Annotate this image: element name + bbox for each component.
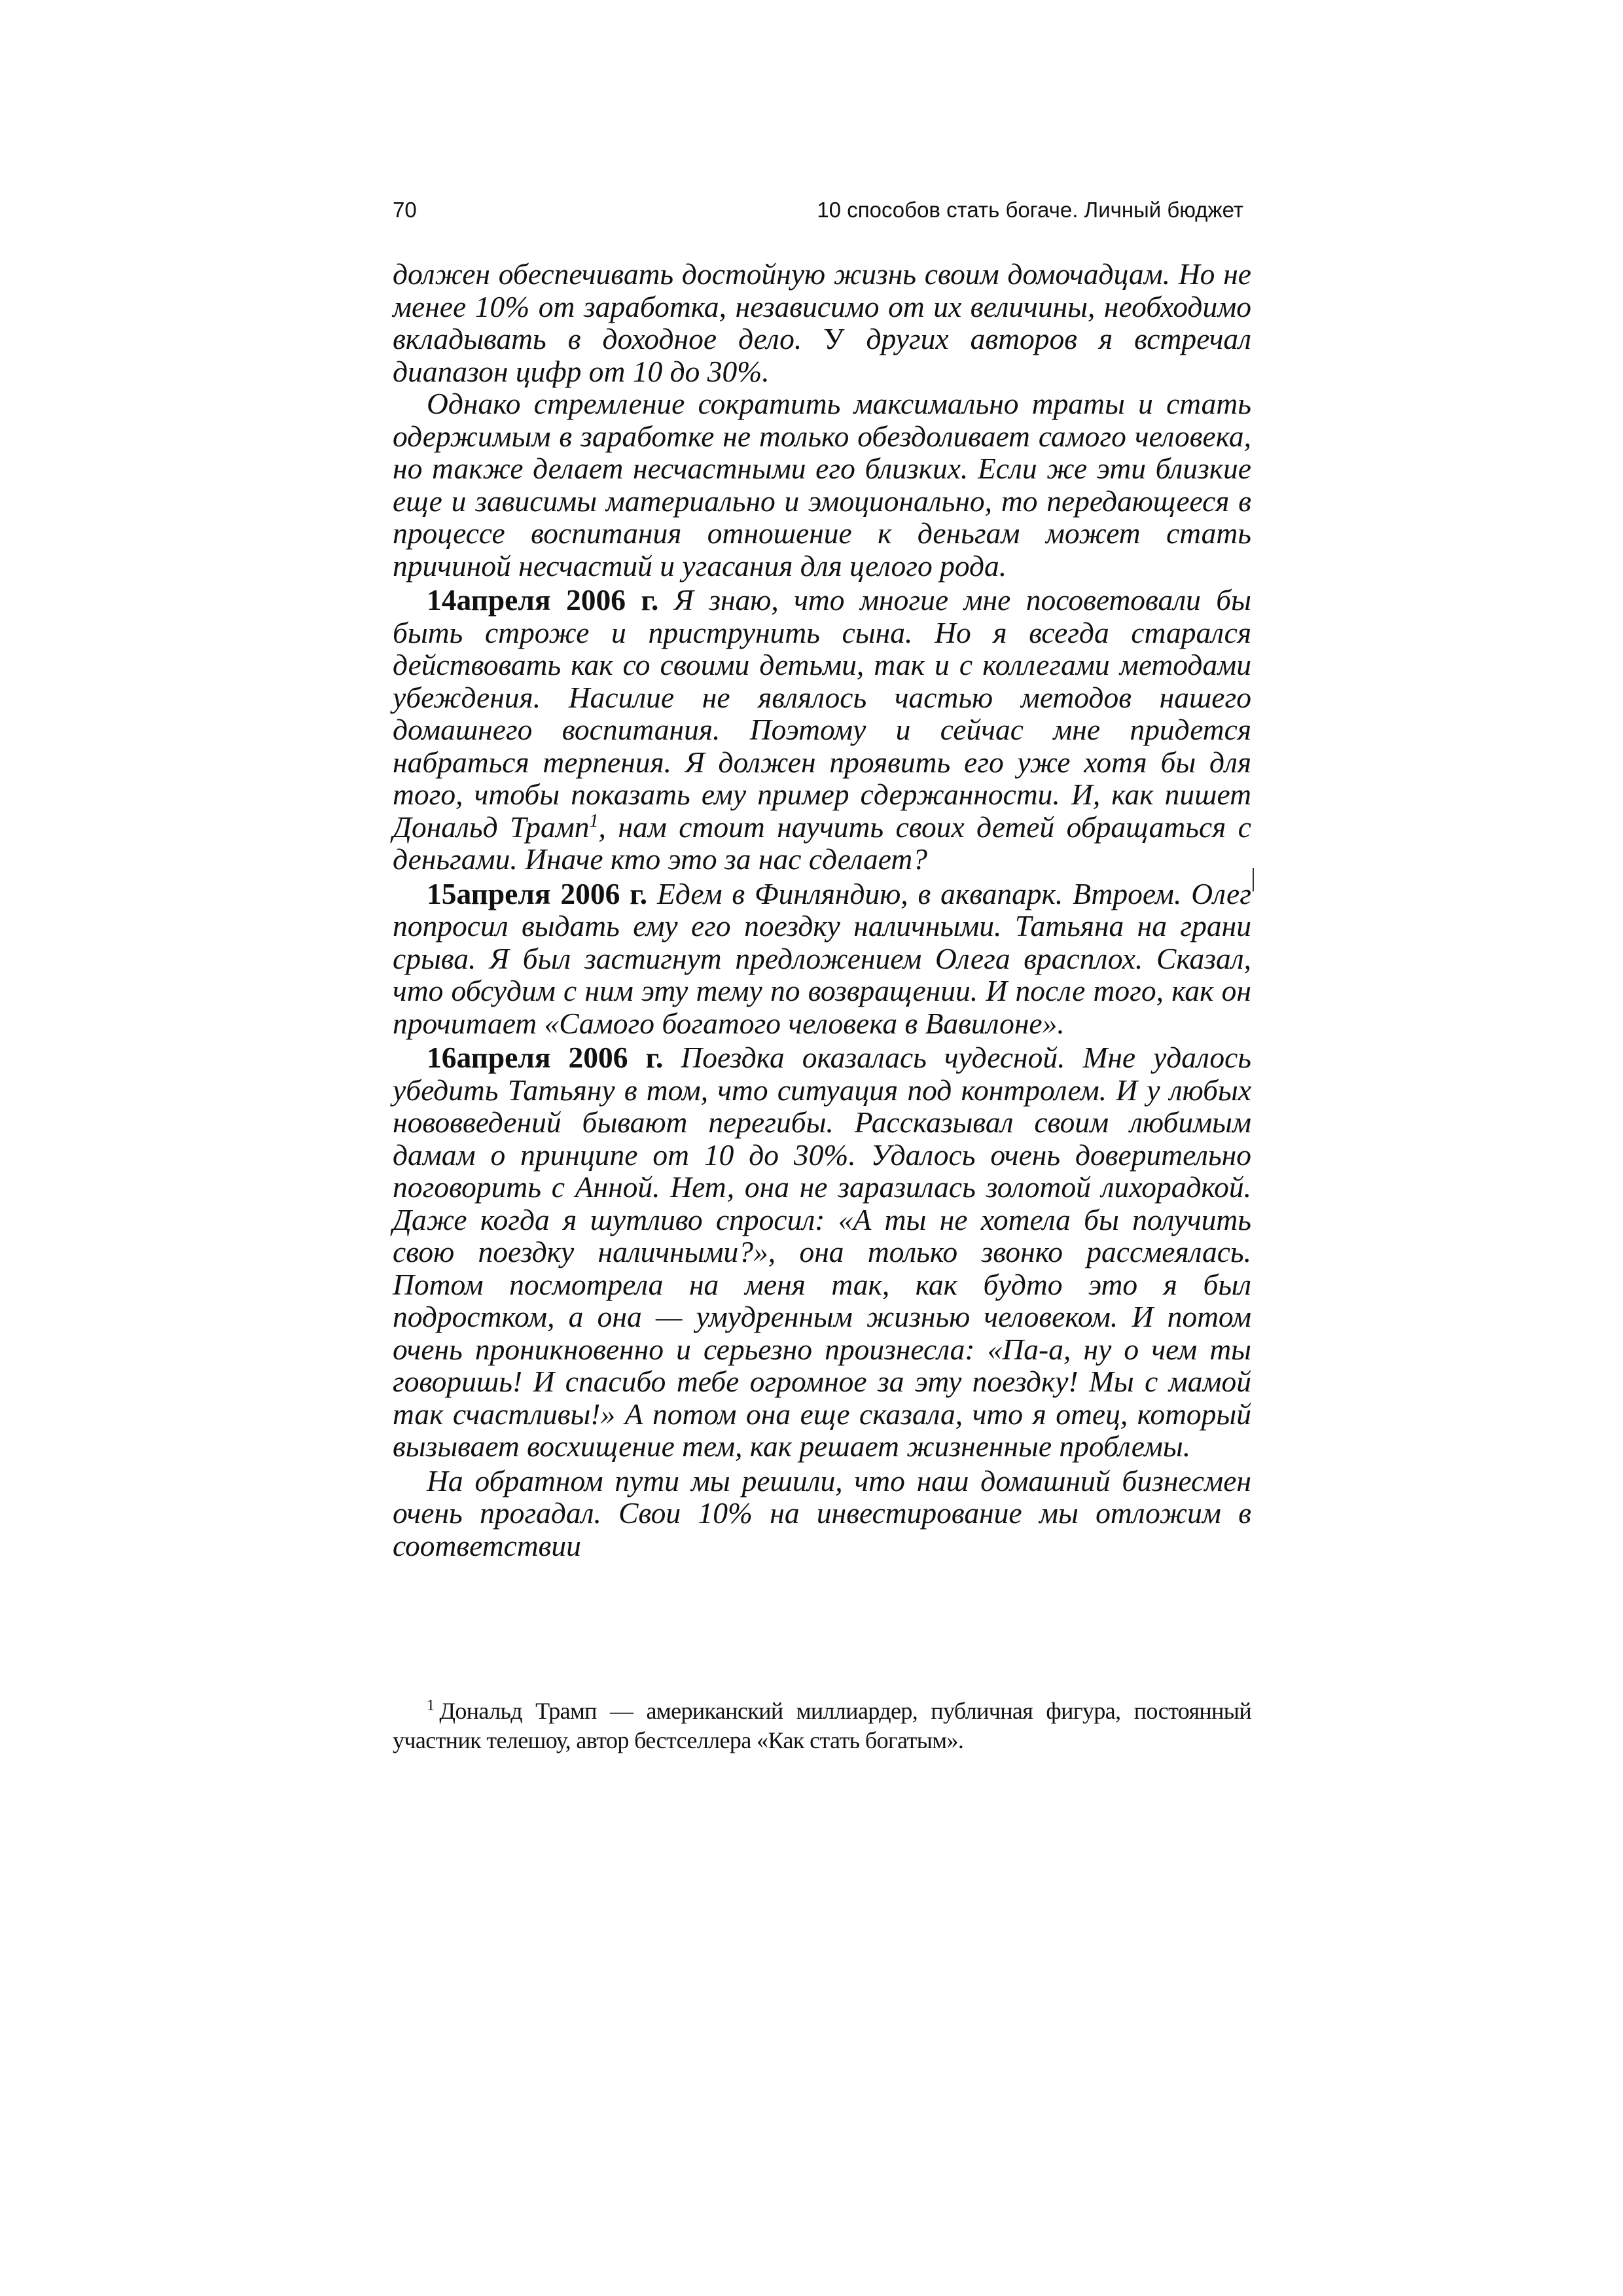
paragraph-text: должен обеспечивать достойную жизнь своим домочадцам. Но не менее 10% от заработка, независимо от их величины, необходимо вкладывать в доходное дело.	[393, 257, 1251, 355]
paragraph: На обратном пути мы решили, что наш домашний бизнесмен очень прогадал. Свои 10% на инвестирование мы отложим в соответствии	[393, 1463, 1251, 1562]
entry-date: 16апреля 2006 г.	[427, 1041, 664, 1074]
entry-text: Едем в Финляндию, в аквапарк. Втроем. Олег попросил выдать ему его поездку наличными. Татьяна на грани срыва. Я был застигнут предложением Олега врасплох. Сказал, что обсудим с ним эту тему по возвращении. И после того, как он прочитает «Самого богатого человека в Вавилоне».	[393, 876, 1251, 1040]
entry-date: 15апреля 2006 г.	[427, 876, 648, 910]
paragraph-continuation	[393, 258, 1251, 387]
entry-text: Я знаю, что многие мне посоветовали бы быть строже и приструнить сына. Но я всегда старался действовать как со своими детьми, так и с коллегами методами убеждения. Насилие не являлось частью методов нашего домашнего воспитания. Поэтому и сейчас мне придется набраться терпения. Я должен проявить его уже хотя бы для того, чтобы показать ему пример сдержанности. И, как пишет Дональд Трамп	[393, 583, 1251, 844]
page-number: 70	[393, 198, 417, 222]
footnote-text: Дональд Трамп — американский миллиардер, публичная фигура, постоянный участник телешоу, автор бестселлера «Как стать богатым».	[393, 1698, 1251, 1753]
entry-text: , нам стоит научить своих детей обращаться с деньгами. Иначе кто это за нас сделает?	[393, 810, 1251, 876]
paragraph: Однако стремление сократить максимально траты и стать одержимым в заработке не только обездоливает самого человека, но также делает несчастными его близких. Если же эти близкие еще и зависимы материально и эмоционально, то передающееся в процессе воспитания отношение к деньгам может стать причиной несчастий и угасания для целого рода.	[393, 387, 1251, 583]
margin-mark	[1253, 868, 1254, 891]
paragraph-text: других авторов я встречал диапазон цифр от 10 до 30%.	[393, 322, 1251, 388]
entry-date: 14апреля 2006 г.	[427, 583, 659, 617]
diary-entry-14-april	[393, 584, 1251, 876]
footnote	[393, 1696, 1251, 1755]
footnote-reference[interactable]: 1	[589, 810, 599, 831]
main-text	[393, 258, 1251, 1562]
running-head	[393, 194, 1243, 226]
book-title: 10 способов стать богаче. Личный бюджет	[817, 198, 1243, 222]
footnote-mark: 1	[427, 1697, 435, 1714]
paragraph-text-upright: У	[823, 322, 845, 355]
entry-text: Поездка оказалась чудесной. Мне удалось убедить Татьяну в том, что ситуация под контролем. И у любых нововведений бывают перегибы. Рассказывал своим любимым дамам о принципе от 10 до 30%. Удалось очень доверительно поговорить с Анной. Нет, она не заразилась золотой лихорадкой. Даже когда я шутливо спросил: «А ты не хотела бы получить свою поездку наличными?», она только звонко рассмеялась. Потом посмотрела на меня так, как будто это я был подростком, а она — умудренным жизнью человеком. И потом очень проникновенно и серьезно произнесла: «Па-а, ну о чем ты говоришь! И спасибо тебе огромное за эту поездку! Мы с мамой так счастливы!» А потом она еще сказала, что я отец, который вызывает восхищение тем, как решает жизненные проблемы.	[393, 1041, 1252, 1463]
diary-entry-16-april	[393, 1041, 1251, 1463]
diary-entry-15-april	[393, 878, 1251, 1040]
